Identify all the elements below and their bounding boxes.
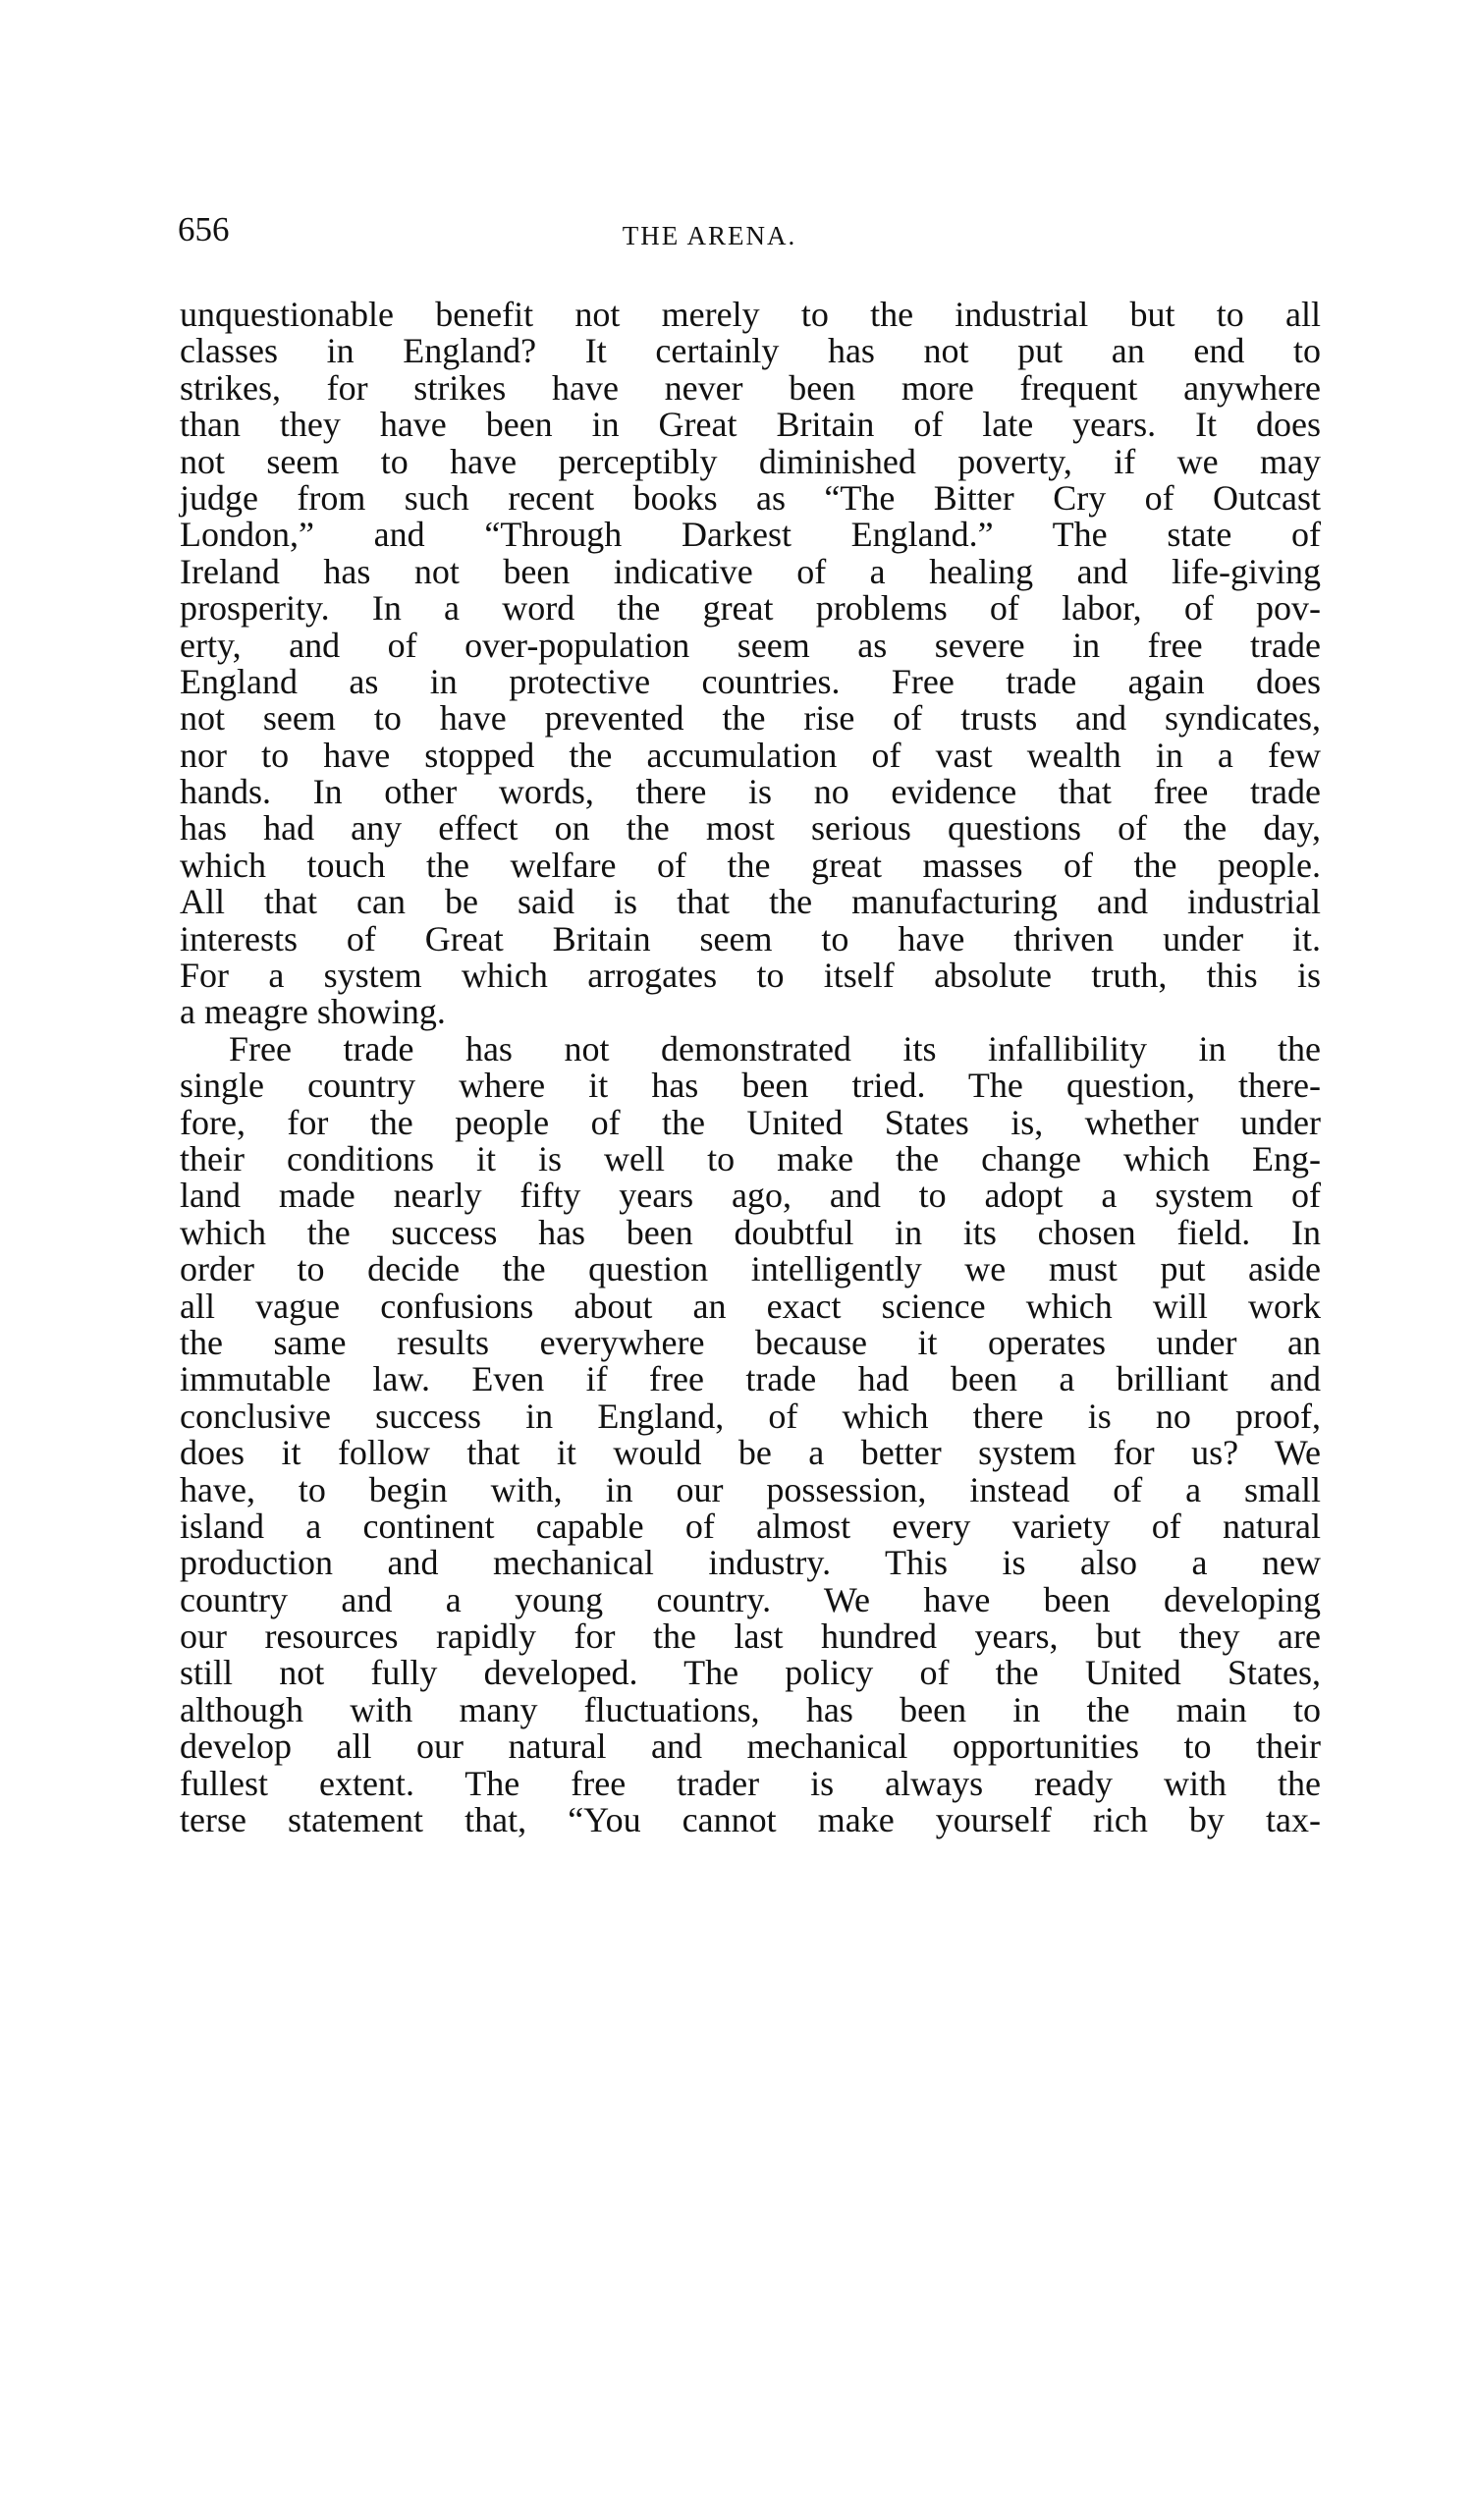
- text-line: not seem to have perceptibly diminished poverty, if we may: [180, 441, 1321, 481]
- text-line: than they have been in Great Britain of late years. It does: [180, 405, 1321, 445]
- text-line: Ireland has not been indicative of a healing and life-giving: [180, 551, 1321, 591]
- text-line: strikes, for strikes have never been more frequent anywhere: [180, 367, 1321, 408]
- text-line: interests of Great Britain seem to have thriven under it.: [180, 918, 1321, 959]
- text-line: London,” and “Through Darkest England.” The state of: [180, 515, 1321, 555]
- text-line: has had any effect on the most serious questions of the day,: [180, 808, 1321, 849]
- text-line: classes in England? It certainly has not put an end to: [180, 331, 1321, 371]
- text-line: develop all our natural and mechanical opportunities to their: [180, 1726, 1321, 1767]
- running-title-text: THE ARENA.: [622, 221, 797, 250]
- text-line: have, to begin with, in our possession, instead of a small: [180, 1469, 1321, 1509]
- text-line: unquestionable benefit not merely to the industrial but to all: [180, 295, 1321, 334]
- text-line: land made nearly fifty years ago, and to adopt a system of: [180, 1176, 1321, 1216]
- page-number: 656: [178, 210, 230, 248]
- text-line: judge from such recent books as “The Bitter Cry of Outcast: [180, 477, 1321, 518]
- text-line: although with many fluctuations, has been in the main to: [180, 1689, 1321, 1729]
- text-line: erty, and of over-population seem as severe in free trade: [180, 625, 1321, 665]
- text-line: not seem to have prevented the rise of trusts and syndicates,: [180, 698, 1321, 739]
- running-title: [0, 216, 1474, 255]
- text-line: Free trade has not demonstrated its infallibility in the: [229, 1028, 1321, 1068]
- text-line: their conditions it is well to make the change which Eng-: [180, 1138, 1321, 1178]
- body-text: [180, 297, 1321, 1838]
- text-line: production and mechanical industry. This is also a new: [180, 1543, 1321, 1583]
- text-line: order to decide the question intelligently we must put aside: [180, 1249, 1321, 1289]
- text-line: the same results everywhere because it operates under an: [180, 1322, 1321, 1362]
- text-line: country and a young country. We have been developing: [180, 1579, 1321, 1619]
- text-line: immutable law. Even if free trade had been a brilliant and: [180, 1359, 1321, 1399]
- text-line: a meagre showing.: [180, 992, 446, 1032]
- text-line: prosperity. In a word the great problems of labor, of pov-: [180, 588, 1321, 629]
- text-line: terse statement that, “You cannot make yourself rich by tax-: [180, 1800, 1321, 1840]
- text-line: For a system which arrogates to itself absolute truth, this is: [180, 956, 1321, 996]
- text-line: island a continent capable of almost every variety of natural: [180, 1506, 1321, 1546]
- text-line: all vague confusions about an exact science which will work: [180, 1286, 1321, 1326]
- text-line: conclusive success in England, of which there is no proof,: [180, 1396, 1321, 1436]
- text-line: fore, for the people of the United States is, whether under: [180, 1102, 1321, 1142]
- text-line: hands. In other words, there is no evidence that free trade: [180, 772, 1321, 812]
- text-line: still not fully developed. The policy of the United States,: [180, 1653, 1321, 1693]
- text-line: which touch the welfare of the great masses of the people.: [180, 845, 1321, 885]
- text-line: fullest extent. The free trader is always ready with the: [180, 1763, 1321, 1803]
- text-line: does it follow that it would be a better system for us? We: [180, 1433, 1321, 1473]
- text-line: All that can be said is that the manufacturing and industrial: [180, 882, 1321, 922]
- text-line: our resources rapidly for the last hundred years, but they are: [180, 1616, 1321, 1657]
- text-line: nor to have stopped the accumulation of vast wealth in a few: [180, 735, 1321, 775]
- text-line: England as in protective countries. Free trade again does: [180, 661, 1321, 701]
- text-line: single country where it has been tried. The question, there-: [180, 1066, 1321, 1106]
- text-line: which the success has been doubtful in its chosen field. In: [180, 1212, 1321, 1252]
